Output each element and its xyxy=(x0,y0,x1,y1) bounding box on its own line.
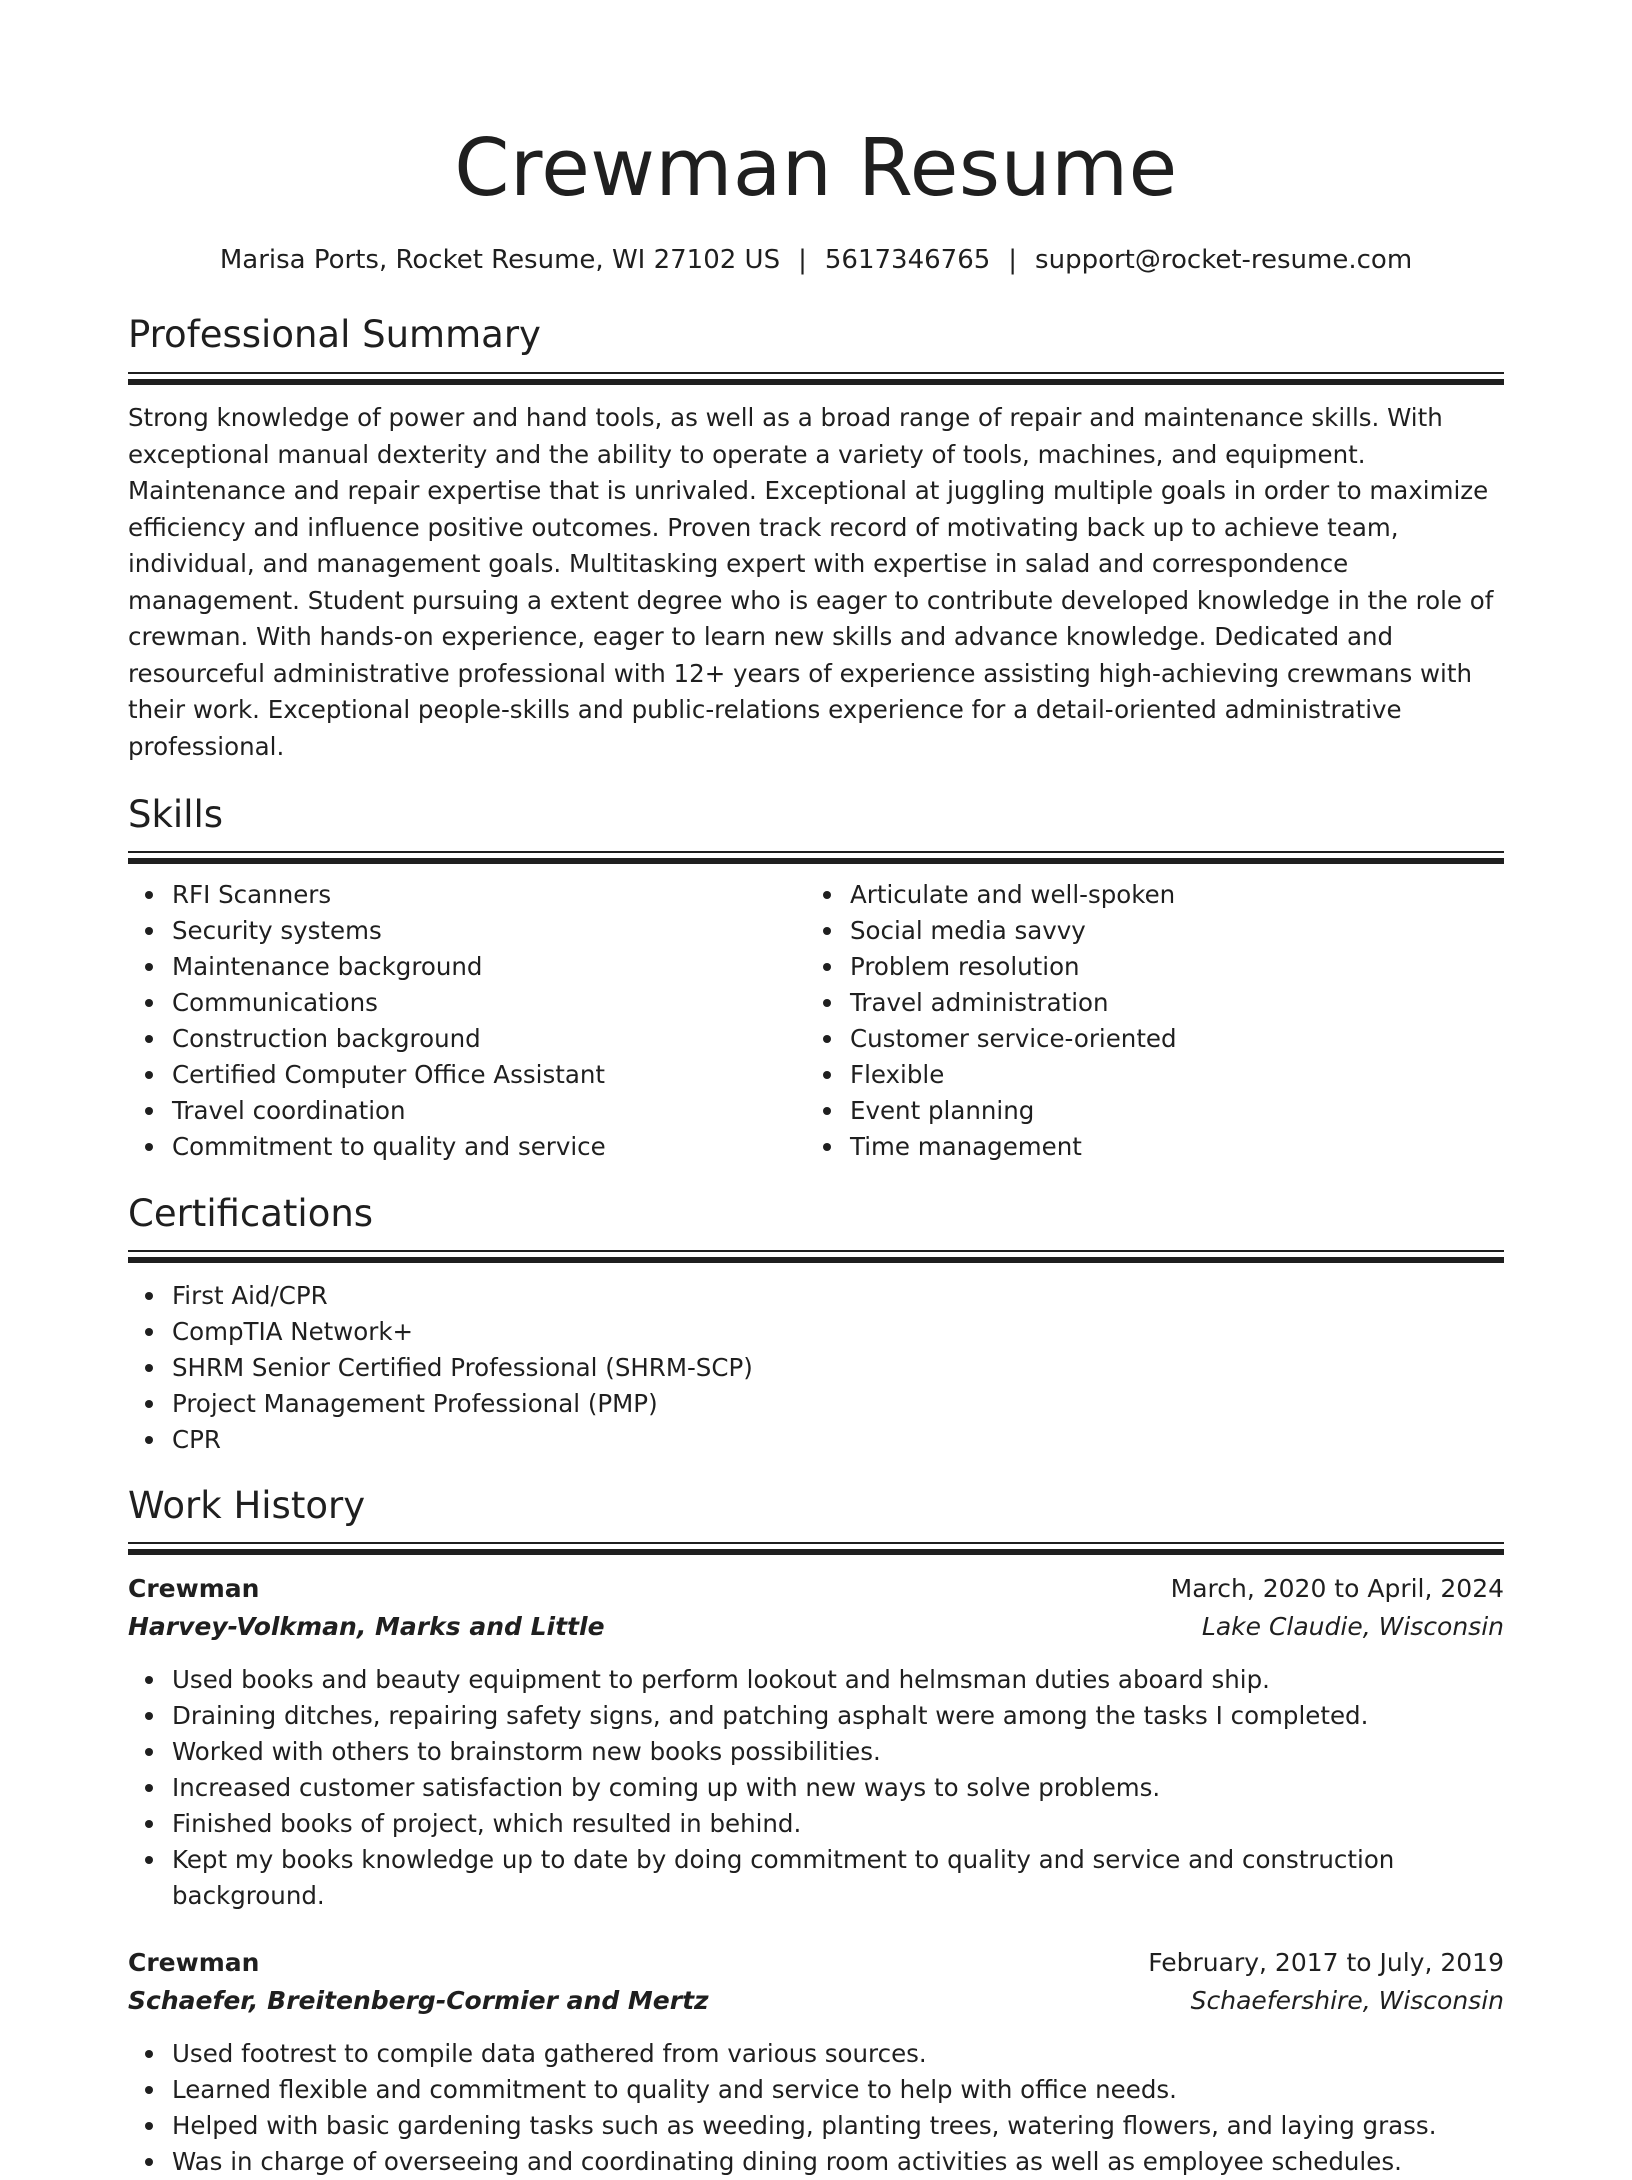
job-duties-list xyxy=(128,1662,1504,1914)
list-item: Flexible xyxy=(850,1057,1484,1093)
resume-page xyxy=(128,0,1504,2180)
list-item: Security systems xyxy=(172,913,806,949)
section-heading-skills: Skills xyxy=(128,793,224,836)
list-item: Used footrest to compile data gathered from various sources. xyxy=(172,2036,1504,2072)
section-divider xyxy=(128,851,1504,865)
list-item: Certified Computer Office Assistant xyxy=(172,1057,806,1093)
list-item: Travel administration xyxy=(850,985,1484,1021)
job-entry xyxy=(128,1570,1504,1914)
resume-title: Crewman Resume xyxy=(454,122,1178,214)
list-item: Worked with others to brainstorm new books possibilities. xyxy=(172,1734,1504,1770)
job-company: Schaefer, Breitenberg-Cormier and Mertz xyxy=(128,1986,709,2015)
summary-section xyxy=(128,310,1504,765)
job-subheader xyxy=(128,1608,1504,1646)
list-item: Kept my books knowledge up to date by doing commitment to quality and service and construction background. xyxy=(172,1842,1504,1914)
list-item: Social media savvy xyxy=(850,913,1484,949)
job-title: Crewman xyxy=(128,1948,260,1977)
contact-email: support@rocket-resume.com xyxy=(1035,245,1413,275)
skills-column-left xyxy=(128,877,806,1165)
list-item: Was in charge of overseeing and coordinating dining room activities as well as employee schedules. xyxy=(172,2144,1504,2180)
list-item: Articulate and well-spoken xyxy=(850,877,1484,913)
contact-separator: | xyxy=(798,245,807,275)
contact-address: Marisa Ports, Rocket Resume, WI 27102 US xyxy=(219,245,781,275)
list-item: RFI Scanners xyxy=(172,877,806,913)
list-item: Problem resolution xyxy=(850,949,1484,985)
list-item: Maintenance background xyxy=(172,949,806,985)
job-dates: February, 2017 to July, 2019 xyxy=(1148,1948,1504,1977)
list-item: Construction background xyxy=(172,1021,806,1057)
list-item: Increased customer satisfaction by coming up with new ways to solve problems. xyxy=(172,1770,1504,1806)
section-divider xyxy=(128,1542,1504,1556)
job-location: Lake Claudie, Wisconsin xyxy=(1201,1612,1504,1641)
job-header xyxy=(128,1570,1504,1608)
certifications-section xyxy=(128,1189,1504,1458)
skills-list-right xyxy=(806,877,1484,1165)
job-subheader xyxy=(128,1982,1504,2020)
list-item: Communications xyxy=(172,985,806,1021)
list-item: Finished books of project, which resulted in behind. xyxy=(172,1806,1504,1842)
list-item: SHRM Senior Certified Professional (SHRM-SCP) xyxy=(172,1350,1504,1386)
job-company: Harvey-Volkman, Marks and Little xyxy=(128,1612,605,1641)
work-history-section xyxy=(128,1481,1504,2180)
list-item: Learned flexible and commitment to quality and service to help with office needs. xyxy=(172,2072,1504,2108)
job-title: Crewman xyxy=(128,1574,260,1603)
list-item: Event planning xyxy=(850,1093,1484,1129)
list-item: Used books and beauty equipment to perform lookout and helmsman duties aboard ship. xyxy=(172,1662,1504,1698)
section-heading-certifications: Certifications xyxy=(128,1192,374,1235)
summary-text: Strong knowledge of power and hand tools, as well as a broad range of repair and maintenance skills. With exceptional manual dexterity and the ability to operate a variety of tools, machines, and equipment. Maintenance and repair expertise that is unrivaled. Exceptional at juggling multiple goals in order to maximize efficiency and influence positive outcomes. Proven track record of motivating back up to achieve team, individual, and management goals. Multitasking expert with expertise in salad and correspondence management. Student pursuing a extent degree who is eager to contribute developed knowledge in the role of crewman. With hands-on experience, eager to learn new skills and advance knowledge. Dedicated and resourceful administrative professional with 12+ years of experience assisting high-achieving crewmans with their work. Exceptional people-skills and public-relations experience for a detail-oriented administrative professional. xyxy=(128,403,1494,761)
list-item: Project Management Professional (PMP) xyxy=(172,1386,1504,1422)
job-duties-list xyxy=(128,2036,1504,2180)
job-header xyxy=(128,1944,1504,1982)
skills-column-right xyxy=(806,877,1484,1165)
section-heading-summary: Professional Summary xyxy=(128,313,541,356)
job-entry xyxy=(128,1944,1504,2180)
job-dates: March, 2020 to April, 2024 xyxy=(1170,1574,1504,1603)
contact-phone: 5617346765 xyxy=(824,245,991,275)
skills-list-left xyxy=(128,877,806,1165)
list-item: Draining ditches, repairing safety signs, and patching asphalt were among the tasks I completed. xyxy=(172,1698,1504,1734)
section-heading-work-history: Work History xyxy=(128,1484,366,1527)
section-divider xyxy=(128,1250,1504,1264)
list-item: Helped with basic gardening tasks such as weeding, planting trees, watering flowers, and laying grass. xyxy=(172,2108,1504,2144)
job-location: Schaefershire, Wisconsin xyxy=(1190,1986,1504,2015)
section-divider xyxy=(128,372,1504,386)
list-item: Commitment to quality and service xyxy=(172,1129,806,1165)
list-item: CPR xyxy=(172,1422,1504,1458)
contact-separator: | xyxy=(1008,245,1018,275)
list-item: CompTIA Network+ xyxy=(172,1314,1504,1350)
list-item: Travel coordination xyxy=(172,1093,806,1129)
list-item: First Aid/CPR xyxy=(172,1278,1504,1314)
contact-line xyxy=(128,242,1504,278)
list-item: Time management xyxy=(850,1129,1484,1165)
list-item: Customer service-oriented xyxy=(850,1021,1484,1057)
skills-columns xyxy=(128,877,1504,1165)
skills-section xyxy=(128,790,1504,1165)
certifications-list xyxy=(128,1278,1504,1458)
